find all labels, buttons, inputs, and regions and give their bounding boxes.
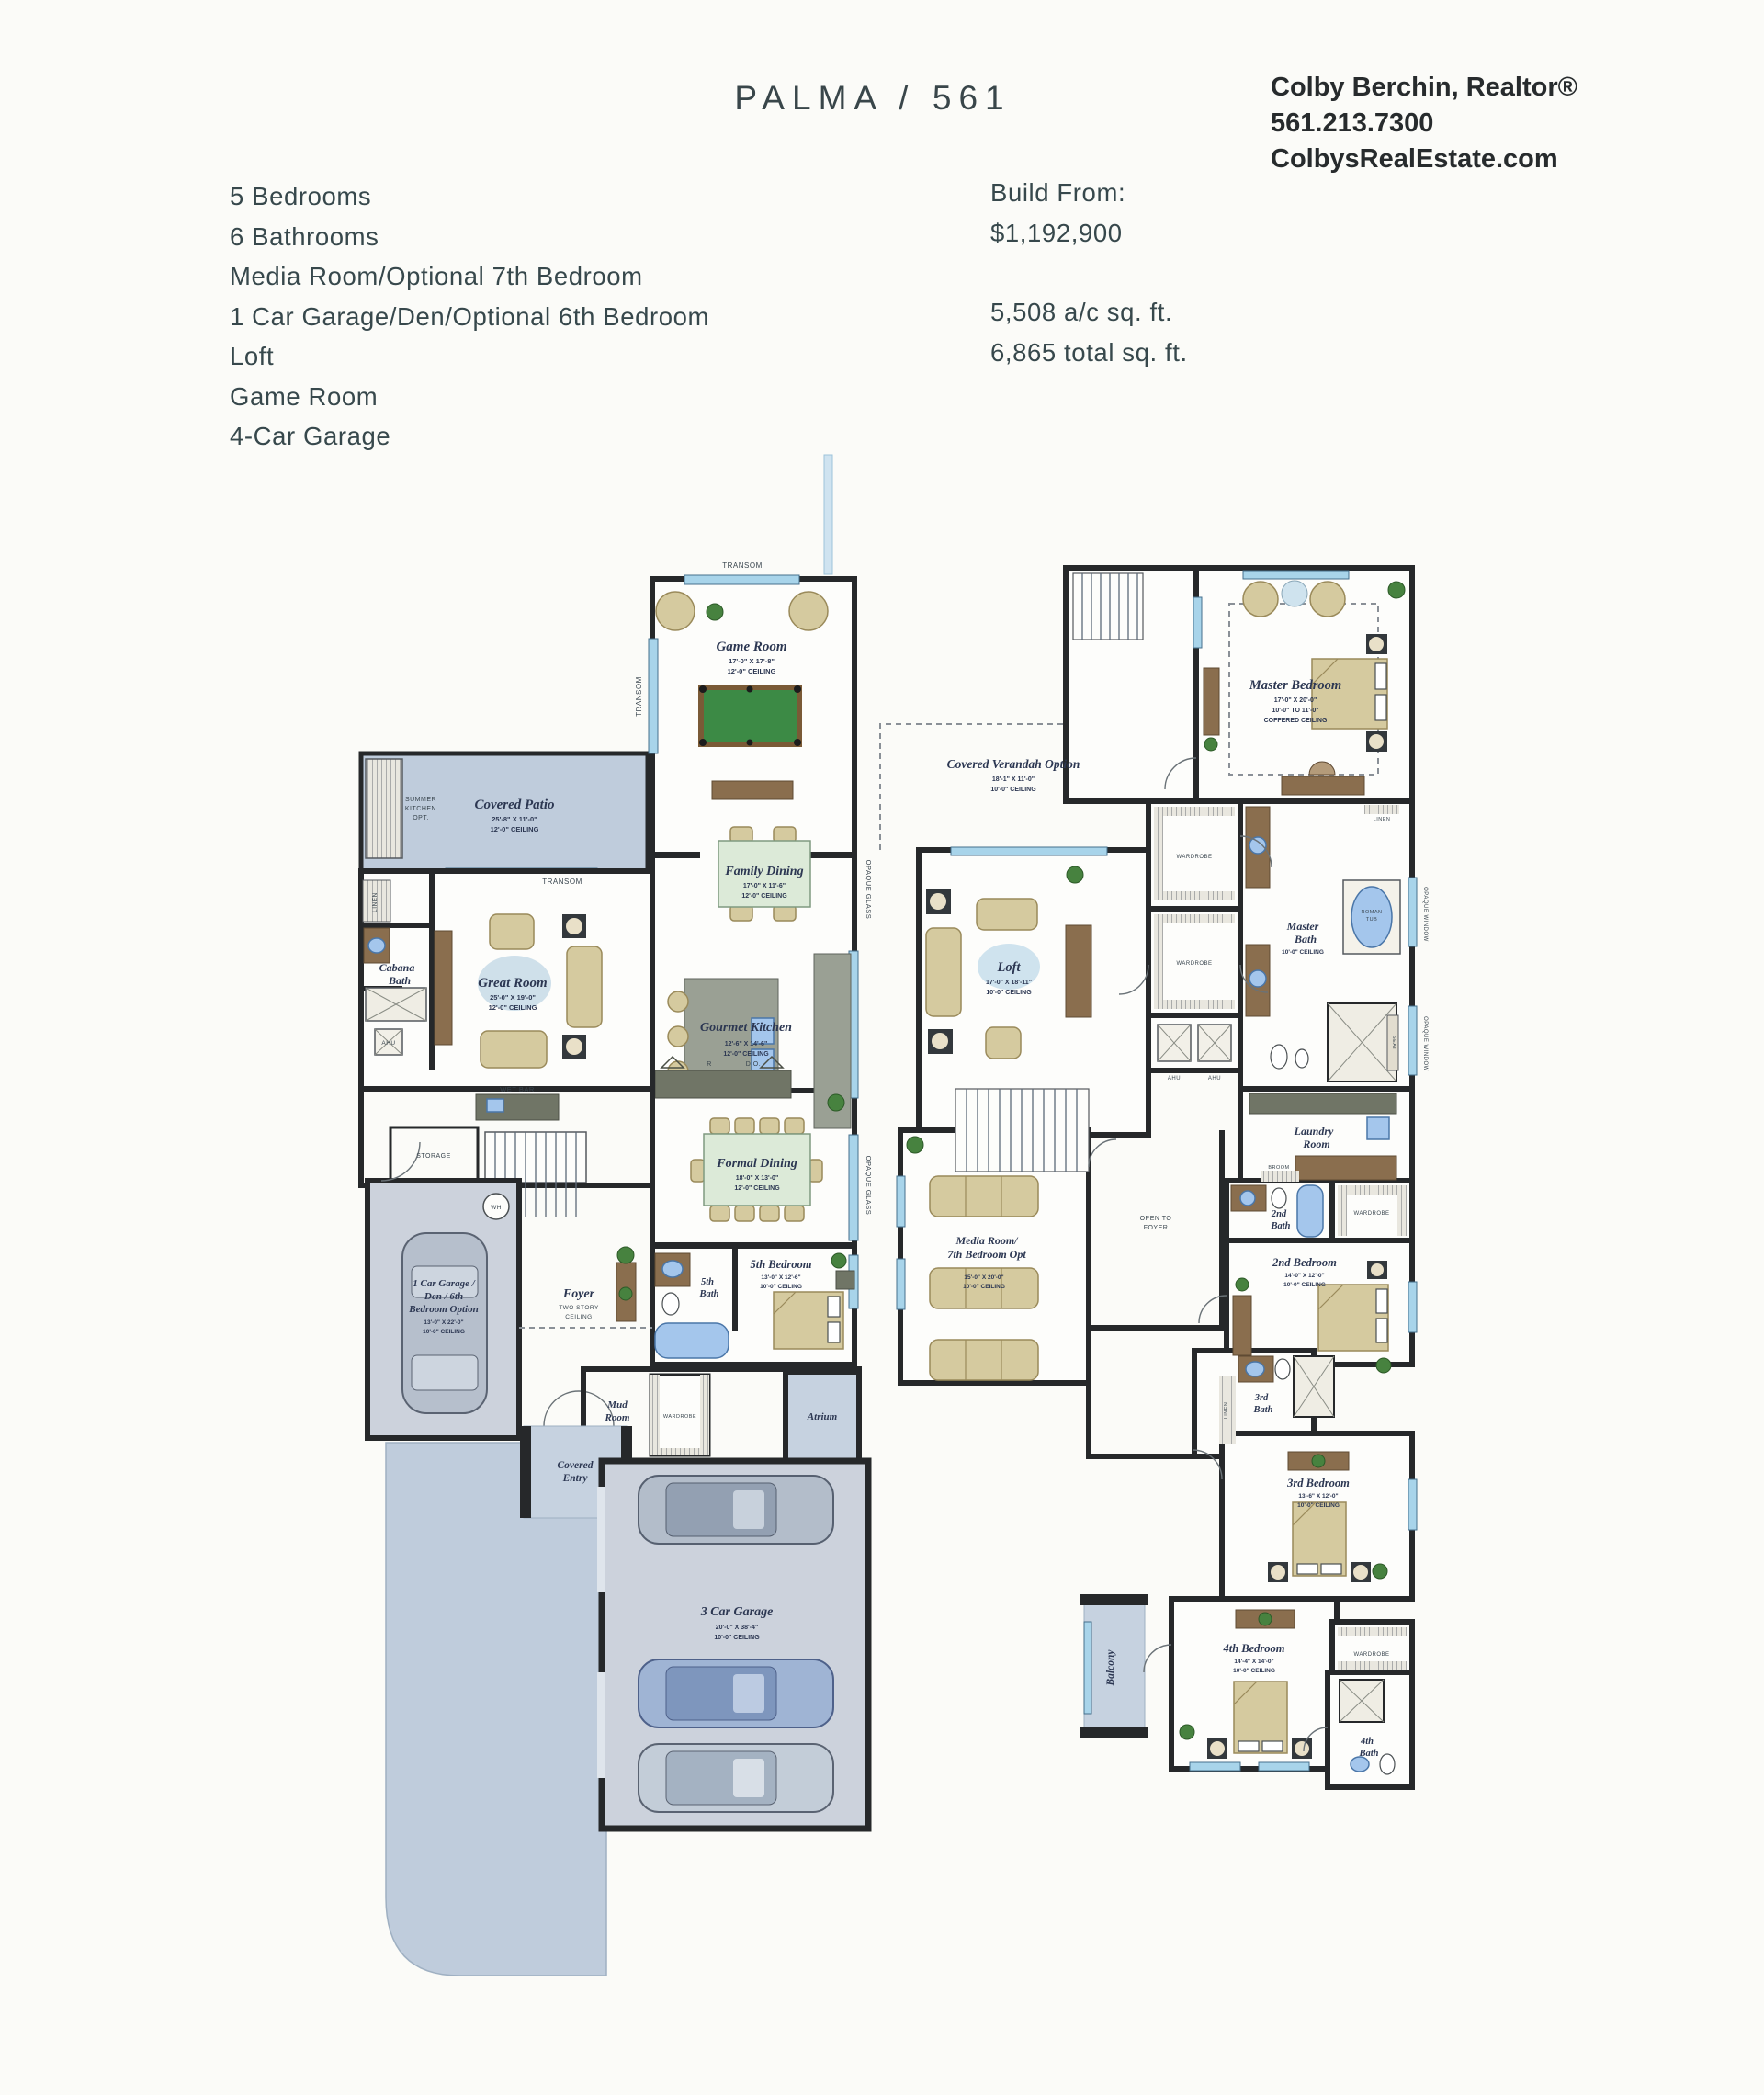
great-room-label: Great Room — [478, 976, 548, 991]
plant — [1236, 1278, 1249, 1291]
plant — [1312, 1455, 1325, 1467]
garage-door-opening — [597, 1672, 605, 1778]
wardrobe-hatch — [1338, 1627, 1407, 1636]
bidet — [1295, 1049, 1308, 1068]
wetbar-sink — [487, 1099, 503, 1112]
dining-chair — [691, 1160, 705, 1182]
mud-room-label: Mud — [607, 1399, 628, 1410]
opaque-window — [1408, 878, 1417, 946]
window — [1193, 597, 1202, 648]
ahu-label: AHU — [1167, 1076, 1182, 1081]
corner-chair — [789, 592, 828, 630]
nightstand — [1292, 1738, 1312, 1759]
lot-line — [824, 455, 832, 574]
wardrobe-hatch — [1154, 891, 1235, 900]
garage1-label: Den / 6th — [424, 1291, 464, 1302]
ahu-box — [1198, 1025, 1231, 1061]
sqft-block — [990, 292, 1188, 372]
plant — [617, 1247, 634, 1263]
shower — [1294, 1356, 1334, 1417]
nightstand — [1366, 634, 1387, 654]
bedroom5-ceiling: 10'-0" CEILING — [760, 1284, 802, 1290]
bedroom5-dims: 13'-0" X 12'-6" — [761, 1274, 801, 1281]
realtor-website: ColbysRealEstate.com — [1271, 144, 1558, 174]
master-bedroom-ceiling: COFFERED CEILING — [1263, 718, 1328, 724]
atrium-label: Atrium — [807, 1411, 838, 1422]
price-value: $1,192,900 — [990, 218, 1123, 247]
realtor-block — [1271, 70, 1577, 177]
wardrobe-hatch — [1338, 1661, 1407, 1670]
master-bedroom-label: Master Bedroom — [1249, 678, 1342, 693]
transom-label: TRANSOM — [722, 561, 763, 570]
plant — [707, 604, 723, 620]
window — [1190, 1762, 1240, 1771]
plant — [907, 1137, 923, 1153]
summer-kitchen-label: SUMMER — [404, 797, 437, 803]
master-bath-label: Master — [1286, 920, 1319, 933]
toilet — [1272, 1188, 1286, 1208]
bedroom2-dims: 14'-0" X 12'-0" — [1284, 1273, 1325, 1279]
toilet — [1380, 1754, 1395, 1774]
feature-item: 4-Car Garage — [230, 422, 391, 450]
bedroom4-ceiling: 10'-0" CEILING — [1233, 1668, 1275, 1674]
plant — [828, 1094, 844, 1111]
linen-label: LINEN — [1224, 1401, 1229, 1420]
plant — [1259, 1613, 1272, 1625]
armchair — [986, 1027, 1021, 1059]
dining-chair — [785, 1206, 804, 1221]
bedroom2-ceiling: 10'-0" CEILING — [1283, 1282, 1326, 1288]
nightstand — [1351, 1562, 1371, 1582]
ahu-box — [1158, 1025, 1191, 1061]
garage1-dims: 13'-0" X 22'-0" — [424, 1319, 464, 1326]
shower — [1328, 1003, 1398, 1081]
bath2-label: 2nd — [1271, 1209, 1287, 1219]
sofa — [926, 928, 961, 1016]
opaque-window — [1408, 1006, 1417, 1075]
window — [1259, 1762, 1309, 1771]
plant — [1373, 1564, 1387, 1579]
transom-label: TRANSOM — [635, 676, 643, 717]
sofa — [930, 1340, 1038, 1380]
summer-kitchen-counter — [366, 759, 402, 858]
bath5-label: Bath — [699, 1289, 719, 1299]
washer-dryer — [1295, 1156, 1396, 1180]
window — [897, 1176, 905, 1227]
bath4-label: 4th — [1360, 1737, 1374, 1747]
transom-window-top — [684, 575, 799, 584]
console — [1066, 925, 1091, 1017]
covered-entry-label: Covered — [557, 1460, 594, 1471]
price-block — [990, 173, 1125, 253]
verandah-ceiling: 10'-0" CEILING — [990, 787, 1036, 793]
wet-bar-label: WET BAR — [500, 1085, 535, 1093]
dresser — [1233, 1296, 1251, 1355]
great-room-dims: 25'-0" X 19'-0" — [490, 993, 536, 1002]
media-room-ceiling: 10'-0" CEILING — [963, 1284, 1005, 1290]
transom-label: TRANSOM — [542, 878, 582, 886]
kitchen-ceiling: 12'-0" CEILING — [723, 1051, 769, 1058]
game-room-ceiling: 12'-0" CEILING — [727, 667, 776, 675]
great-room-ceiling: 12'-0" CEILING — [488, 1003, 537, 1012]
wall — [732, 1248, 738, 1331]
roman-tub-label: ROMAN — [1361, 910, 1383, 915]
window — [1408, 1282, 1417, 1332]
covered-patio-label: Covered Patio — [474, 798, 555, 812]
kitchen-label: Gourmet Kitchen — [700, 1021, 792, 1035]
opaque-window-label: OPAQUE WINDOW — [1422, 887, 1428, 942]
balcony-label: Balcony — [1105, 1649, 1116, 1686]
garage3-label: 3 Car Garage — [700, 1605, 774, 1619]
nightstand — [836, 1271, 854, 1289]
bath5-sink — [662, 1261, 683, 1277]
pillow — [828, 1297, 840, 1317]
bedroom4-dims: 14'-4" X 14'-0" — [1234, 1659, 1274, 1665]
bar-stool — [668, 991, 688, 1012]
side-table — [562, 914, 586, 938]
bath3-label: Bath — [1253, 1405, 1273, 1415]
linen-label: LINEN — [1373, 817, 1391, 822]
sink — [1250, 970, 1266, 987]
sink — [1351, 1757, 1369, 1772]
kitchen-dims: 12'-6" X 14'-6" — [724, 1041, 768, 1048]
opaque-glass-label: OPAQUE GLASS — [865, 859, 873, 920]
wall — [652, 1242, 854, 1249]
plant — [1204, 738, 1217, 751]
stairs — [1073, 573, 1143, 640]
media-room-label: Media Room/ — [956, 1234, 1018, 1247]
dining-chair — [710, 1118, 729, 1134]
nightstand — [1268, 1562, 1288, 1582]
toilet — [1275, 1359, 1290, 1379]
sofa — [481, 1031, 547, 1068]
master-bath-ceiling: 10'-0" CEILING — [1282, 949, 1324, 956]
wardrobe-label: WARDROBE — [1353, 1211, 1390, 1217]
cabana-bath-label: Cabana — [379, 961, 415, 974]
side-table — [928, 1029, 953, 1054]
bath3-label: 3rd — [1254, 1393, 1269, 1403]
nightstand — [1207, 1738, 1227, 1759]
nightstand — [1366, 731, 1387, 752]
linen-shelf — [1364, 805, 1399, 814]
wardrobe-hatch — [1154, 1000, 1235, 1009]
loveseat — [977, 899, 1037, 930]
kitchen-counter-bottom — [655, 1070, 791, 1098]
sofa — [567, 946, 602, 1027]
garage1-label: 1 Car Garage / — [413, 1278, 475, 1289]
family-dining-ceiling: 12'-0" CEILING — [741, 893, 787, 900]
door-arc — [381, 1142, 420, 1181]
verandah-dims: 18'-1" X 11'-0" — [991, 776, 1035, 783]
game-room-dims: 17'-0" X 17'-8" — [729, 657, 775, 665]
bedroom3-dims: 13'-6" X 12'-0" — [1298, 1493, 1339, 1500]
covered-patio-ceiling: 12'-0" CEILING — [490, 825, 539, 833]
range-label: R — [707, 1061, 712, 1068]
corner-chair — [656, 592, 695, 630]
laundry-counter — [1250, 1093, 1396, 1114]
bar-stool — [668, 1026, 688, 1047]
toilet — [1271, 1045, 1287, 1069]
bedroom4-label: 4th Bedroom — [1223, 1642, 1285, 1655]
wall — [652, 852, 700, 858]
dining-chair — [760, 1118, 779, 1134]
covered-patio-dims: 25'-8" X 11'-0" — [492, 815, 537, 823]
plant — [619, 1287, 632, 1300]
dresser — [1282, 776, 1364, 795]
loft-ceiling: 10'-0" CEILING — [986, 990, 1032, 996]
armchair — [490, 914, 534, 949]
feature-item: 1 Car Garage/Den/Optional 6th Bedroom — [230, 301, 710, 331]
total-sqft: 6,865 total sq. ft. — [990, 337, 1188, 367]
bedroom5-label: 5th Bedroom — [750, 1258, 812, 1271]
sofa — [930, 1176, 1038, 1217]
formal-dining-dims: 18'-0" X 13'-0" — [735, 1175, 779, 1182]
laundry-label: Laundry — [1294, 1125, 1334, 1138]
bedroom2-label: 2nd Bedroom — [1272, 1256, 1337, 1269]
cabana-bath-label: Bath — [388, 974, 412, 987]
family-dining-dims: 17'-0" X 11'-6" — [742, 883, 786, 889]
foyer-ceiling: CEILING — [565, 1314, 593, 1320]
sink — [1240, 1191, 1255, 1206]
cabana-sink — [368, 938, 385, 953]
plant — [831, 1253, 846, 1268]
wardrobe-label: WARDROBE — [1176, 961, 1213, 967]
master-bath-label: Bath — [1294, 933, 1317, 946]
bed — [1318, 1285, 1388, 1351]
side-table — [926, 889, 951, 914]
car — [639, 1476, 833, 1544]
media-room-dims: 15'-0" X 20'-0" — [964, 1274, 1004, 1281]
seat-label: SEAT — [1391, 1036, 1396, 1050]
pool-table — [699, 685, 801, 746]
transom-window-left — [649, 639, 658, 753]
corner-chair — [1310, 582, 1345, 617]
opaque-glass-window — [849, 1135, 858, 1240]
open-to-foyer-label: FOYER — [1143, 1225, 1169, 1231]
broom-closet — [1261, 1171, 1299, 1182]
laundry-sink — [1367, 1117, 1389, 1139]
bed — [1234, 1682, 1287, 1753]
wardrobe-label: WARDROBE — [1353, 1652, 1390, 1658]
window — [1408, 1479, 1417, 1530]
car — [639, 1659, 833, 1727]
summer-kitchen-label: KITCHEN — [404, 806, 437, 812]
laundry-label: Room — [1303, 1138, 1330, 1150]
feature-item: Media Room/Optional 7th Bedroom — [230, 262, 643, 290]
wardrobe-hatch — [1397, 1185, 1407, 1236]
family-dining-label: Family Dining — [725, 865, 804, 878]
garage1-ceiling: 10'-0" CEILING — [423, 1329, 465, 1335]
front-door-arc — [544, 1391, 614, 1426]
bath2-label: Bath — [1271, 1221, 1291, 1231]
roman-tub-label: TUB — [1365, 917, 1378, 923]
foyer-ceiling: TWO STORY — [559, 1305, 599, 1311]
plant — [1376, 1358, 1391, 1373]
linen-label: LINEN — [372, 892, 379, 912]
corner-chair — [1243, 582, 1278, 617]
first-floor-plan — [349, 450, 882, 1994]
feature-item: 6 Bathrooms — [230, 221, 379, 251]
side-table — [562, 1035, 586, 1059]
ac-sqft: 5,508 a/c sq. ft. — [990, 298, 1173, 326]
bath5-label: 5th — [700, 1277, 715, 1287]
bathtub — [655, 1323, 729, 1358]
opaque-glass-label: OPAQUE GLASS — [865, 1155, 873, 1216]
car — [639, 1744, 833, 1812]
feature-item: Loft — [230, 342, 275, 370]
garage1-label: Bedroom Option — [409, 1304, 479, 1315]
console — [1204, 668, 1219, 735]
bath4-label: Bath — [1359, 1749, 1379, 1759]
toilet — [662, 1293, 679, 1315]
sink — [1250, 837, 1266, 854]
bedroom3-ceiling: 10'-0" CEILING — [1297, 1502, 1340, 1509]
master-bedroom-dims: 17'-0" X 20'-0" — [1273, 697, 1317, 704]
loft-window — [951, 847, 1107, 855]
wardrobe-hatch — [1154, 807, 1163, 900]
wardrobe-hatch — [1154, 914, 1235, 923]
ahu-label: AHU — [381, 1040, 396, 1047]
storage-label: STORAGE — [416, 1153, 451, 1160]
bedroom3-label: 3rd Bedroom — [1287, 1477, 1350, 1489]
page-title: PALMA / 561 — [734, 79, 1012, 117]
double-oven-label: D.O. — [745, 1061, 762, 1068]
garage3-dims: 20'-0" X 38'-4" — [715, 1625, 759, 1631]
foyer-label: Foyer — [562, 1287, 595, 1301]
media-room-label: 7th Bedroom Opt — [947, 1248, 1026, 1261]
feature-list — [230, 176, 709, 457]
garage-door-opening — [597, 1487, 605, 1592]
bathtub — [1297, 1185, 1323, 1237]
dining-chair — [760, 1206, 779, 1221]
window — [897, 1259, 905, 1309]
water-heater-label: WH — [491, 1205, 502, 1211]
dining-chair — [735, 1118, 754, 1134]
wardrobe-label: WARDROBE — [662, 1414, 697, 1420]
master-bedroom-ceiling: 10'-0" TO 11'-0" — [1272, 708, 1319, 714]
ahu-label: AHU — [1207, 1076, 1222, 1081]
media-console — [435, 931, 452, 1045]
wall — [361, 923, 435, 928]
formal-dining-label: Formal Dining — [717, 1157, 797, 1171]
plant — [1067, 866, 1083, 883]
round-table — [1282, 581, 1307, 606]
wardrobe-hatch — [1154, 914, 1163, 1009]
mud-room-label: Room — [605, 1412, 630, 1423]
wardrobe-label: WARDROBE — [1176, 855, 1213, 860]
realtor-phone: 561.213.7300 — [1271, 108, 1434, 138]
realtor-name: Colby Berchin, Realtor® — [1271, 73, 1577, 102]
feature-item: 5 Bedrooms — [230, 182, 372, 210]
second-floor-plan — [864, 533, 1433, 1838]
build-from-label: Build From: — [990, 178, 1126, 207]
dining-chair — [785, 1118, 804, 1134]
feature-item: Game Room — [230, 381, 379, 411]
dining-chair — [735, 1206, 754, 1221]
plant — [1180, 1725, 1194, 1739]
wardrobe-hatch — [1154, 807, 1235, 816]
bed — [1293, 1502, 1346, 1576]
open-to-foyer-label: OPEN TO — [1139, 1216, 1172, 1222]
game-room-label: Game Room — [716, 640, 787, 654]
shower — [1340, 1680, 1384, 1722]
formal-dining-ceiling: 12'-0" CEILING — [734, 1185, 780, 1192]
driveway — [386, 1443, 606, 1976]
dining-chair — [710, 1206, 729, 1221]
transom-window — [1243, 571, 1349, 579]
cabana-shower — [366, 988, 426, 1021]
loft-label: Loft — [997, 960, 1021, 975]
summer-kitchen-label: OPT. — [413, 815, 429, 821]
loft-dims: 17'-0" X 18'-11" — [985, 980, 1033, 986]
covered-entry-label: Entry — [562, 1473, 588, 1484]
wall — [429, 871, 435, 1070]
covered-patio — [361, 753, 648, 875]
garage3-ceiling: 10'-0" CEILING — [714, 1635, 760, 1641]
verandah-label: Covered Verandah Option — [946, 757, 1080, 771]
wardrobe-hatch — [1338, 1185, 1407, 1195]
sink — [1246, 1362, 1264, 1376]
nightstand — [1367, 1261, 1387, 1279]
buffet-table — [712, 781, 793, 799]
plant — [1388, 582, 1405, 598]
opaque-window-label: OPAQUE WINDOW — [1422, 1016, 1428, 1071]
stairs — [956, 1089, 1089, 1172]
pillow — [828, 1322, 840, 1342]
broom-label: BROOM — [1268, 1165, 1290, 1171]
